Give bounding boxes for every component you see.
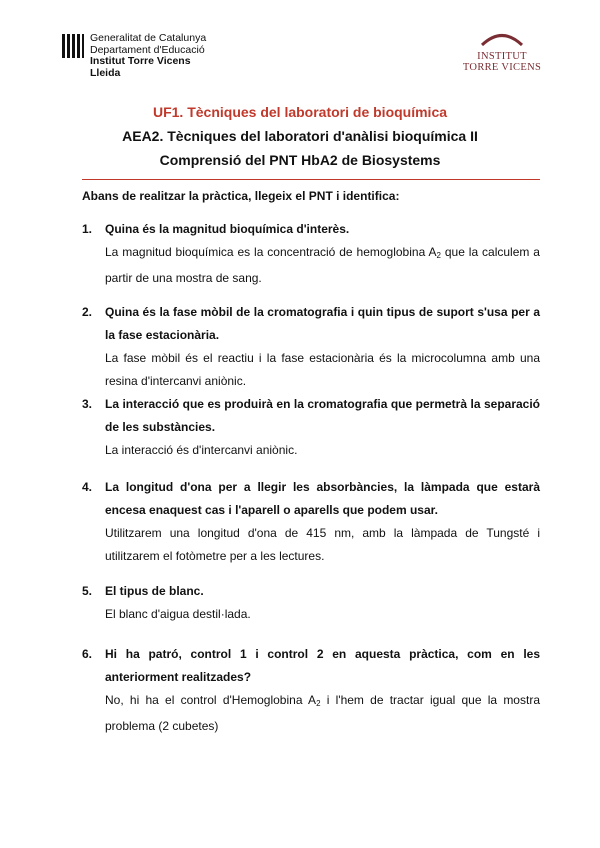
generalitat-logo-icon [62,34,84,58]
arch-icon [480,32,524,46]
answer-text: El blanc d'aigua destil·lada. [105,607,251,621]
title-aea: AEA2. Tècniques del laboratori d'anàlisi bioquímica II [122,128,478,144]
question-text: El tipus de blanc. [105,584,204,598]
logo-line-2: TORRE VICENS [462,62,542,73]
question-number: 5. [82,584,93,598]
divider [82,179,540,180]
question-text: La longitud d'ona per a llegir les absorbàncies, la làmpada que estarà encesa enaquest cas i l'aparell o aparells que podem usar. [105,480,540,517]
institut-logo [462,32,542,73]
answer-text: Utilitzarem una longitud d'ona de 415 nm, amb la làmpada de Tungsté i utilitzarem el fotòmetre per a les lectures. [105,526,540,563]
intro-text: Abans de realitzar la pràctica, llegeix el PNT i identifica: [82,189,400,203]
title-uf: UF1. Tècniques del laboratori de bioquímica [152,104,448,120]
generalitat-header [90,33,206,79]
question-number: 3. [82,397,93,411]
question-number: 6. [82,647,93,661]
answer-text: La fase mòbil és el reactiu i la fase estacionària és la microcolumna amb una resina d'intercanvi aniònic. [105,351,540,388]
question-number: 4. [82,480,93,494]
answer-text: La magnitud bioquímica es la concentració de hemoglobina $A_2$ que la calculem a partir de una mostra de sang. [105,245,540,285]
gen-line-1: Generalitat de Catalunya [90,32,207,44]
question-text: Quina és la magnitud bioquímica d'interès. [105,222,350,236]
question-text: Hi ha patró, control 1 i control 2 en aquesta pràctica, com en les anteriorment realitzades? [105,647,540,684]
answer-text: La interacció és d'intercanvi aniònic. [105,443,298,457]
gen-line-4: Lleida [90,66,121,79]
question-text: Quina és la fase mòbil de la cromatografia i quin tipus de suport s'usa per a la fase estacionària. [105,305,540,342]
question-5 [82,580,540,626]
gen-line-2: Departament d'Educació [90,43,205,56]
logo-line-1: INSTITUT [477,51,527,62]
question-3 [82,393,540,462]
question-2 [82,301,540,393]
gen-line-3: Institut Torre Vicens [90,55,191,67]
title-subject: Comprensió del PNT HbA2 de Biosystems [159,152,441,168]
question-1 [82,218,540,290]
question-6 [82,643,540,738]
question-number: 1. [82,222,93,236]
question-4 [82,476,540,568]
question-text: La interacció que es produirà en la cromatografia que permetrà la separació de les substàncies. [105,397,540,434]
answer-text: No, hi ha el control d'Hemoglobina $A_2$ i l'hem de tractar igual que la mostra problema (2 cubetes) [105,693,540,733]
question-number: 2. [82,305,93,319]
